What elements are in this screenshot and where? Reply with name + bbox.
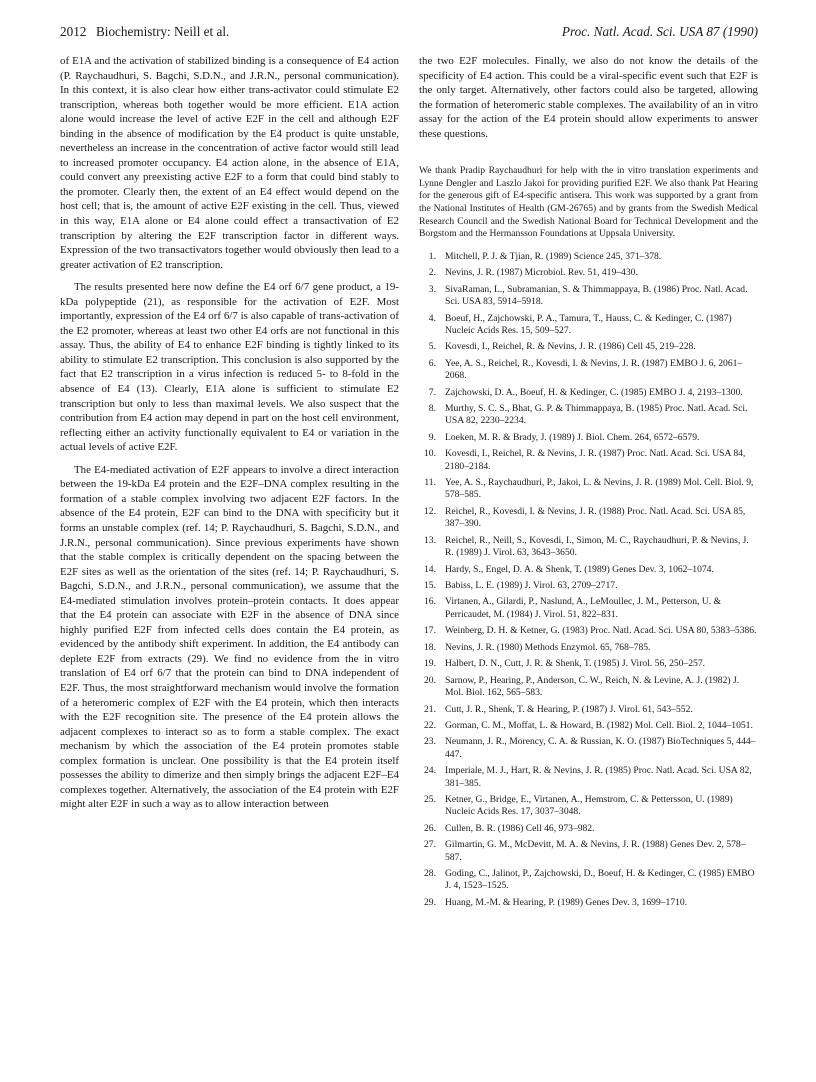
reference-text: Yee, A. S., Reichel, R., Kovesdi, I. & Nevins, J. R. (1987) EMBO J. 6, 2061–2068. xyxy=(445,357,743,382)
reference-text: Nevins, J. R. (1987) Microbiol. Rev. 51, 419–430. xyxy=(445,267,638,279)
reference-number: 29. xyxy=(424,896,436,908)
body-paragraph: The E4-mediated activation of E2F appears to involve a direct interaction between the 19-kDa E4 protein and the E2F–DNA complex resulting in the formation of a stable complex involving two adjacent E2F factors. In the absence of the E4 protein, E2F can bind to the DNA with specificity but it forms an unstable complex (ref. 14; P. Raychaudhuri, S. Bagchi, S.D.N., and J.R.N., personal communication). Since previous experiments have shown that the stable complex is critically dependent on the spacing between the E2F sites as well as the orientation of the sites (ref. 14; P. Raychaudhuri, S. Bagchi, S.D.N., and J.R.N., personal communication), we assume that the E4-mediated stimulation involves protein–protein contacts. It does appear that the E4 protein can associate with E2F in the absence of DNA since highly purified E2F from infected cells does contain the E4 protein, as evidenced by the antibody shift experiment. In addition, the E4 antibody can deplete E2F from extracts (29). We find no evidence from the in vitro translation of E4 orf 6/7 that the protein can bind to DNA independent of E2F. Thus, the most straightforward mechanism would involve the formation of a heteromeric complex of E2F with the E4 protein, which then interacts with the E2F recognition site. The presence of the E4 protein allows the adjacent complexes to interact so as to form a stable complex. The exact mechanism by which the association of the E4 protein promotes stable complex formation is unclear. One possibility is that the E4 protein itself possesses the ability to dimerize and then simply brings the adjacent E2F–E4 complexes together. Alternatively, the association of the E4 protein with E2F might alter E2F in such a way as to allow interaction between xyxy=(60,463,399,811)
reference-item xyxy=(419,765,758,790)
reference-list xyxy=(419,251,758,909)
reference-item xyxy=(419,284,758,309)
reference-number: 9. xyxy=(428,431,436,443)
reference-number: 24. xyxy=(424,765,436,777)
reference-text: Neumann, J. R., Morency, C. A. & Russian, K. O. (1987) BioTechniques 5, 444–447. xyxy=(445,736,756,760)
reference-item xyxy=(419,675,758,700)
reference-item xyxy=(419,897,758,909)
reference-item xyxy=(419,736,758,761)
reference-text: Reichel, R., Neill, S., Kovesdi, I., Simon, M. C., Raychaudhuri, P. & Nevins, J. R. (1989) J. Virol. 63, 3643–3650. xyxy=(445,534,749,559)
reference-item xyxy=(419,596,758,621)
reference-item xyxy=(419,704,758,716)
reference-item xyxy=(419,868,758,893)
reference-item xyxy=(419,658,758,670)
reference-text: Mitchell, P. J. & Tjian, R. (1989) Science 245, 371–378. xyxy=(445,250,662,262)
reference-item xyxy=(419,720,758,732)
body-paragraph: The results presented here now define the E4 orf 6/7 gene product, a 19-kDa polypeptide (21), as responsible for the activation of E2F. Most importantly, expression of the E4 orf 6/7 is also capable of trans-activation of the E2 promoter, whereas at least two other E4 orfs are not functional in this assay. Thus, the ability of E4 to enhance E2F binding is tightly linked to its ability to stimulate E2 transcription. This conclusion is also supported by the fact that E2 transcription in a virus infection is reduced 5- to 8-fold in the absence of E4 (13). Clearly, E1A alone is sufficient to stimulate E2 transcription but only to less than maximal levels. We also suspect that the contribution from E4 action may depend in part on the host cell environment, reflecting either an activity functionally equivalent to E4 or variation in the actual levels of active E2F. xyxy=(60,281,399,454)
reference-number: 2. xyxy=(428,267,436,279)
reference-number: 6. xyxy=(428,357,436,369)
reference-item xyxy=(419,267,758,279)
body-paragraph: of E1A and the activation of stabilized binding is a consequence of E4 action (P. Raychaudhuri, S. Bagchi, S.D.N., and J.R.N., personal communication). In this context, it is also clear how either trans-activator could stimulate E2 transcription, whereas both together would be more efficient. E1A action alone would increase the level of active E2F in the cell and although E2F binding in the absence of modification by the E4 product is quite unstable, nevertheless an increase in the concentration of active factor would still lead to increased promoter occupancy. E4 action alone, in the absence of E1A, could convert any preexisting active E2F to a form that could bind stably to the promoter. Clearly then, the extent of an E4 effect would depend on the host cell; that is, the amount of active E2F existing in the cell. Thus, viewed in this way, E1A alone or E4 alone could effect a transactivation of E2 transcription by altering the E2F transcription factor in different ways. Expression of the two transactivators together would obviously then lead to a greater activation of E2 transcription. xyxy=(60,55,399,271)
reference-number: 28. xyxy=(424,868,436,880)
reference-number: 15. xyxy=(424,580,436,591)
reference-number: 7. xyxy=(428,386,436,398)
reference-item xyxy=(419,341,758,353)
reference-text: Gilmartin, G. M., McDevitt, M. A. & Nevins, J. R. (1988) Genes Dev. 2, 578–587. xyxy=(445,839,746,863)
reference-item xyxy=(419,387,758,399)
reference-item xyxy=(419,794,758,819)
reference-text: Babiss, L. E. (1989) J. Virol. 63, 2709–2717. xyxy=(445,580,618,591)
reference-text: Halbert, D. N., Cutt, J. R. & Shenk, T. (1985) J. Virol. 56, 250–257. xyxy=(445,658,706,670)
acknowledgments: We thank Pradip Raychaudhuri for help with the in vitro translation experiments and Lynne Dengler and Laszlo Jakoi for providing purified E2F. We also thank Pat Hearing for the generous gift of E4-specific antisera. This work was supported by a grant from the National Institutes of Health (GM-26765) and by grants from the Swedish Medical Research Council and the Swedish National Board for Technical Development and the Borgstom and the Hermansson Foundations at Uppsala University. xyxy=(419,165,758,240)
reference-item xyxy=(419,535,758,560)
reference-number: 19. xyxy=(424,658,436,670)
reference-item xyxy=(419,823,758,835)
journal-reference: Proc. Natl. Acad. Sci. USA 87 (1990) xyxy=(561,24,758,39)
reference-number: 1. xyxy=(428,250,436,262)
reference-item xyxy=(419,839,758,864)
reference-text: Nevins, J. R. (1980) Methods Enzymol. 65, 768–785. xyxy=(445,641,651,653)
reference-number: 23. xyxy=(424,736,436,748)
reference-number: 8. xyxy=(428,403,436,415)
reference-item xyxy=(419,625,758,637)
reference-text: Kovesdi, I., Reichel, R. & Nevins, J. R. (1986) Cell 45, 219–228. xyxy=(445,341,696,353)
reference-number: 14. xyxy=(424,563,436,575)
reference-text: Hardy, S., Engel, D. A. & Shenk, T. (1989) Genes Dev. 3, 1062–1074. xyxy=(445,563,714,575)
reference-number: 22. xyxy=(424,719,436,731)
right-column xyxy=(419,54,758,913)
reference-item xyxy=(419,313,758,338)
reference-text: Zajchowski, D. A., Boeuf, H. & Kedinger, C. (1985) EMBO J. 4, 2193–1300. xyxy=(445,386,743,398)
reference-item xyxy=(419,448,758,473)
reference-number: 20. xyxy=(424,674,436,686)
reference-number: 25. xyxy=(424,794,436,806)
left-column xyxy=(60,54,399,812)
reference-number: 12. xyxy=(424,505,436,517)
reference-item xyxy=(419,251,758,263)
body-paragraph: the two E2F molecules. Finally, we also do not know the details of the specificity of E4 action. This could be a viral-specific event such that E2F is the only target. Alternatively, other factors could also be targeted, allowing the formation of heteromeric stable complexes. The availability of an in vitro assay for the action of the E4 protein should allow experiments to answer these questions. xyxy=(419,55,758,140)
reference-text: Reichel, R., Kovesdi, I. & Nevins, J. R. (1988) Proc. Natl. Acad. Sci. USA 85, 387–390. xyxy=(445,505,746,530)
reference-text: Boeuf, H., Zajchowski, P. A., Tamura, T., Hauss, C. & Kedinger, C. (1987) Nucleic Acids Res. 15, 509–527. xyxy=(445,312,732,336)
page-header xyxy=(60,24,758,42)
reference-text: Ketner, G., Bridge, E., Virtanen, A., Hemstrom, C. & Pettersson, U. (1989) Nucleic Acids Res. 17, 3037–3048. xyxy=(445,794,733,818)
reference-number: 18. xyxy=(424,641,436,653)
reference-number: 4. xyxy=(428,312,436,324)
reference-number: 16. xyxy=(424,596,436,608)
reference-text: Sarnow, P., Hearing, P., Anderson, C. W., Reich, N. & Levine, A. J. (1982) J. Mol. Biol. 162, 565–583. xyxy=(445,674,740,699)
reference-item xyxy=(419,358,758,383)
reference-number: 27. xyxy=(424,839,436,851)
reference-item xyxy=(419,403,758,428)
reference-item xyxy=(419,432,758,444)
reference-text: Virtanen, A., Gilardi, P., Naslund, A., LeMoullec, J. M., Petterson, U. & Perricaudet, M. (1984) J. Virol. 51, 822–831. xyxy=(445,596,722,620)
reference-text: Gorman, C. M., Moffat, L. & Howard, B. (1982) Mol. Cell. Biol. 2, 1044–1051. xyxy=(445,719,753,731)
reference-item xyxy=(419,642,758,654)
page-number: 2012 xyxy=(60,24,87,39)
reference-text: Weinberg, D. H. & Ketner, G. (1983) Proc. Natl. Acad. Sci. USA 80, 5383–5386. xyxy=(445,625,757,637)
reference-number: 3. xyxy=(428,283,436,295)
reference-number: 10. xyxy=(424,448,436,460)
reference-number: 11. xyxy=(424,477,436,489)
reference-item xyxy=(419,477,758,502)
reference-number: 21. xyxy=(424,703,436,715)
reference-text: Kovesdi, I., Reichel, R. & Nevins, J. R. (1987) Proc. Natl. Acad. Sci. USA 84, 2180–2184. xyxy=(445,448,746,472)
reference-number: 5. xyxy=(428,341,436,353)
reference-text: Cullen, B. R. (1986) Cell 46, 973–982. xyxy=(445,822,595,834)
reference-item xyxy=(419,580,758,592)
reference-text: Goding, C., Jalinot, P., Zajchowski, D., Boeuf, H. & Kedinger, C. (1985) EMBO J. 4, 1523–1525. xyxy=(445,868,755,892)
reference-text: Imperiale, M. J., Hart, R. & Nevins, J. R. (1985) Proc. Natl. Acad. Sci. USA 82, 381–385. xyxy=(445,765,752,789)
reference-text: Loeken, M. R. & Brady, J. (1989) J. Biol. Chem. 264, 6572–6579. xyxy=(445,431,700,443)
reference-number: 17. xyxy=(424,625,436,637)
running-head: Biochemistry: Neill et al. xyxy=(96,24,230,39)
reference-number: 26. xyxy=(424,822,436,834)
reference-item xyxy=(419,506,758,531)
reference-text: Murthy, S. C. S., Bhat, G. P. & Thimmappaya, B. (1985) Proc. Natl. Acad. Sci. USA 82, 2230–2234. xyxy=(445,403,748,427)
reference-text: SivaRaman, L., Subramanian, S. & Thimmappaya, B. (1986) Proc. Natl. Acad. Sci. USA 83, 5914–5918. xyxy=(445,283,748,308)
reference-text: Yee, A. S., Raychaudhuri, P., Jakoi, L. & Nevins, J. R. (1989) Mol. Cell. Biol. 9, 578–585. xyxy=(445,477,754,501)
reference-text: Cutt, J. R., Shenk, T. & Hearing, P. (1987) J. Virol. 61, 543–552. xyxy=(445,703,693,715)
reference-text: Huang, M.-M. & Hearing, P. (1989) Genes Dev. 3, 1699–1710. xyxy=(445,896,688,908)
reference-item xyxy=(419,564,758,576)
reference-number: 13. xyxy=(424,534,436,546)
